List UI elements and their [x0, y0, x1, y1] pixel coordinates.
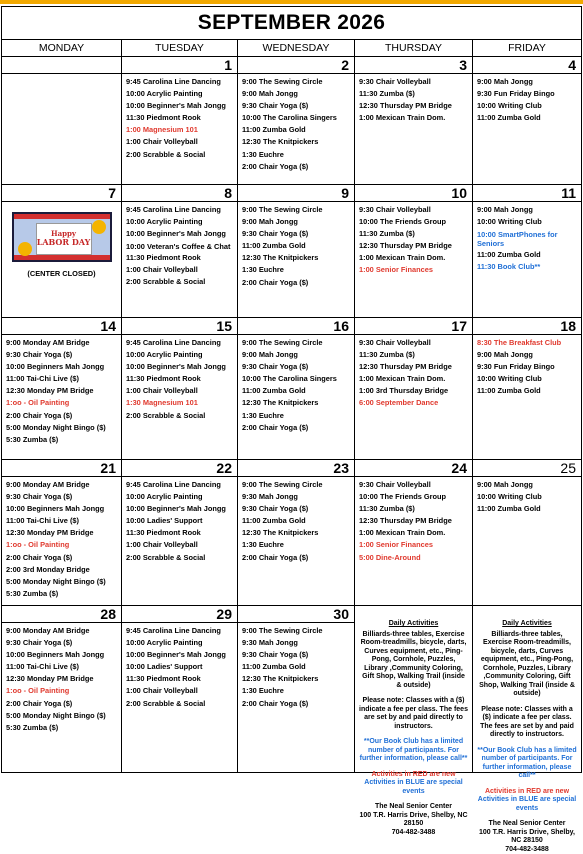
banner-line-happy: Happy	[37, 229, 91, 238]
activity-item: 1:30 Euchre	[242, 539, 351, 551]
activity-item: 9:30 Fun Friday Bingo	[477, 361, 578, 373]
activity-item: 10:00 Beginner's Mah Jongg	[126, 100, 234, 112]
weekday-header-row	[2, 39, 581, 57]
activity-item: 11:00 Tai-Chi Live ($)	[6, 661, 118, 673]
center-phone: 704-482-3488	[359, 829, 468, 838]
weekday-header-friday: FRIDAY	[473, 40, 581, 57]
day-cell-15	[122, 318, 238, 460]
activity-item: 11:30 Zumba ($)	[359, 349, 469, 361]
activity-item: 5:00 Monday Night Bingo ($)	[6, 710, 118, 722]
activity-list	[473, 74, 581, 124]
activity-item: 11:00 Zumba Gold	[477, 249, 578, 261]
info-cell	[355, 606, 473, 772]
calendar	[1, 6, 582, 773]
activity-item: 2:00 Scrabble & Social	[126, 698, 234, 710]
activity-item: 11:00 Zumba Gold	[477, 503, 578, 515]
activity-item: 10:00 SmartPhones for Seniors	[477, 228, 578, 249]
activity-item: 5:00 Monday Night Bingo ($)	[6, 576, 118, 588]
labor-day-banner	[36, 223, 92, 255]
activity-item: 12:30 Thursday PM Bridge	[359, 240, 469, 252]
activity-item: 10:00 Acrylic Painting	[126, 637, 234, 649]
day-cell-23	[238, 460, 355, 606]
day-cell-29	[122, 606, 238, 772]
daily-activities-heading: Daily Activities	[477, 620, 577, 629]
activity-item: 11:30 Piedmont Rook	[126, 112, 234, 124]
day-number: 17	[355, 318, 472, 335]
top-accent-bar	[0, 0, 583, 4]
activity-item: 9:30 Chair Yoga ($)	[242, 361, 351, 373]
activity-item: 10:00 Beginner's Mah Jongg	[126, 649, 234, 661]
day-cell-7	[2, 185, 122, 318]
activity-item: 5:00 Dine-Around	[359, 552, 469, 564]
activity-item: 1:00 Mexican Train Dom.	[359, 373, 469, 385]
day-number: 21	[2, 460, 121, 477]
blue-legend: Activities in BLUE are special events	[477, 796, 577, 813]
day-cell-18	[473, 318, 581, 460]
red-legend: Activities in RED are new	[477, 788, 577, 797]
activity-item: 9:45 Carolina Line Dancing	[126, 76, 234, 88]
blue-legend: Activities in BLUE are special events	[359, 779, 468, 796]
activity-item: 2:00 Chair Yoga ($)	[242, 277, 351, 289]
day-number: 10	[355, 185, 472, 202]
day-number: 1	[122, 57, 237, 74]
activity-item: 9:45 Carolina Line Dancing	[126, 479, 234, 491]
daily-activities-box	[355, 606, 472, 837]
activity-item: 10:00 The Carolina Singers	[242, 112, 351, 124]
activity-list	[2, 278, 121, 280]
activity-item: 2:00 Chair Yoga ($)	[242, 422, 351, 434]
day-number: 22	[122, 460, 237, 477]
spacer	[477, 699, 577, 706]
activity-item: 10:00 The Friends Group	[359, 216, 469, 228]
activity-item: 12:30 Monday PM Bridge	[6, 385, 118, 397]
book-club-note: **Our Book Club has a limited number of participants. For further information, please call**	[477, 747, 577, 781]
day-cell-28	[2, 606, 122, 772]
day-number	[2, 57, 121, 74]
activity-list	[473, 477, 581, 515]
day-cell-9	[238, 185, 355, 318]
weekday-header-monday: MONDAY	[2, 40, 122, 57]
center-address: 100 T.R. Harris Drive, Shelby, NC 28150	[477, 829, 577, 846]
day-cell-14	[2, 318, 122, 460]
activity-item: 9:00 Mah Jongg	[242, 349, 351, 361]
day-number: 7	[2, 185, 121, 202]
activity-list	[2, 74, 121, 76]
weekday-header-wednesday: WEDNESDAY	[238, 40, 355, 57]
weekday-header-thursday: THURSDAY	[355, 40, 473, 57]
activity-list	[122, 477, 237, 564]
spacer	[477, 813, 577, 820]
activity-item: 12:30 Thursday PM Bridge	[359, 100, 469, 112]
activity-item: 9:00 The Sewing Circle	[242, 337, 351, 349]
hard-hat-icon	[92, 220, 106, 234]
activity-item: 11:00 Zumba Gold	[242, 515, 351, 527]
activity-item: 9:30 Mah Jongg	[242, 637, 351, 649]
center-name: The Neal Senior Center	[477, 820, 577, 829]
activity-item: 1:30 Euchre	[242, 410, 351, 422]
spacer	[477, 781, 577, 788]
activity-item: 9:00 Mah Jongg	[477, 204, 578, 216]
activity-item: 11:30 Zumba ($)	[359, 503, 469, 515]
spacer	[477, 740, 577, 747]
flag-stripe	[14, 255, 110, 260]
activity-item: 10:00 Writing Club	[477, 491, 578, 503]
activity-item: 9:00 Monday AM Bridge	[6, 625, 118, 637]
activity-item: 2:00 Scrabble & Social	[126, 552, 234, 564]
activity-item: 1:00 Senior Finances	[359, 264, 469, 276]
activity-item: 11:30 Zumba ($)	[359, 228, 469, 240]
activity-item: 1:00 Chair Volleyball	[126, 136, 234, 148]
activity-list	[238, 202, 354, 289]
day-number: 11	[473, 185, 581, 202]
activity-item: 2:00 Chair Yoga ($)	[6, 410, 118, 422]
activity-item: 9:30 Chair Volleyball	[359, 479, 469, 491]
activity-item: 9:00 The Sewing Circle	[242, 479, 351, 491]
activity-item: 10:00 Beginners Mah Jongg	[6, 503, 118, 515]
activity-item: 9:00 The Sewing Circle	[242, 625, 351, 637]
labor-day-image	[12, 212, 112, 262]
activity-item: 11:30 Piedmont Rook	[126, 373, 234, 385]
activity-item: 12:30 The Knitpickers	[242, 136, 351, 148]
day-cell-24	[355, 460, 473, 606]
activity-item: 1:00 3rd Thursday Bridge	[359, 385, 469, 397]
activity-item: 1:00 Mexican Train Dom.	[359, 527, 469, 539]
daily-activities-list: Billiards-three tables, Exercise Room-treadmills, bicycle, darts, Curves equipment, etc., Ping-Pong, Cornhole, Puzzles, Library ,Community Coloring, Gift Shop, Walking Trail (inside & outside)	[477, 631, 577, 699]
activity-item: 9:00 The Sewing Circle	[242, 76, 351, 88]
day-cell-30	[238, 606, 355, 772]
activity-item: 11:00 Zumba Gold	[242, 240, 351, 252]
activity-item: 2:00 Scrabble & Social	[126, 149, 234, 161]
activity-item: 10:00 Veteran's Coffee & Chat	[126, 240, 234, 252]
spacer	[359, 731, 468, 738]
activity-item: 1:00 Chair Volleyball	[126, 385, 234, 397]
day-cell-10	[355, 185, 473, 318]
day-cell-8	[122, 185, 238, 318]
activity-item: 9:30 Fun Friday Bingo	[477, 88, 578, 100]
calendar-grid	[2, 57, 581, 772]
day-cell-2	[238, 57, 355, 185]
activity-item: 5:00 Monday Night Bingo ($)	[6, 422, 118, 434]
weekday-header-tuesday: TUESDAY	[122, 40, 238, 57]
activity-item: 10:00 Writing Club	[477, 373, 578, 385]
activity-item: 5:30 Zumba ($)	[6, 588, 118, 600]
fee-note: Please note: Classes with a ($) indicate a fee per class. The fees are set by and paid directly to instructors.	[359, 697, 468, 731]
activity-item: 11:00 Zumba Gold	[477, 385, 578, 397]
flag-stripe	[14, 214, 110, 219]
activity-item: 10:00 Ladies' Support	[126, 515, 234, 527]
day-number: 24	[355, 460, 472, 477]
daily-activities-heading: Daily Activities	[359, 620, 468, 629]
daily-activities-box	[473, 606, 581, 854]
activity-list	[238, 335, 354, 434]
activity-item: 11:00 Zumba Gold	[242, 661, 351, 673]
activity-item: 9:30 Mah Jongg	[242, 491, 351, 503]
activity-item: 12:30 The Knitpickers	[242, 527, 351, 539]
day-cell-1	[122, 57, 238, 185]
center-name: The Neal Senior Center	[359, 803, 468, 812]
activity-list	[122, 335, 237, 422]
day-cell-16	[238, 318, 355, 460]
activity-item: 9:00 Mah Jongg	[477, 479, 578, 491]
hard-hat-icon	[18, 242, 32, 256]
activity-item: 1:30 Magnesium 101	[126, 397, 234, 409]
activity-item: 1:30 Euchre	[242, 685, 351, 697]
activity-list	[355, 74, 472, 124]
activity-item: 2:00 Chair Yoga ($)	[242, 552, 351, 564]
activity-item: 10:00 Acrylic Painting	[126, 216, 234, 228]
activity-item: 12:30 Monday PM Bridge	[6, 527, 118, 539]
day-cell-11	[473, 185, 581, 318]
activity-item: 11:00 Tai-Chi Live ($)	[6, 515, 118, 527]
activity-item: 10:00 Beginner's Mah Jongg	[126, 228, 234, 240]
activity-item: 2:00 Chair Yoga ($)	[242, 161, 351, 173]
book-club-note: **Our Book Club has a limited number of participants. For further information, please call**	[359, 738, 468, 764]
activity-item: 10:00 Acrylic Painting	[126, 491, 234, 503]
spacer	[359, 764, 468, 771]
activity-item: 1:00 Chair Volleyball	[126, 264, 234, 276]
activity-item: 9:30 Chair Yoga ($)	[6, 491, 118, 503]
activity-item: 9:30 Chair Yoga ($)	[242, 649, 351, 661]
activity-item: 10:00 Beginners Mah Jongg	[6, 361, 118, 373]
spacer	[359, 796, 468, 803]
activity-item: 11:30 Piedmont Rook	[126, 673, 234, 685]
activity-item: 8:30 The Breakfast Club	[477, 337, 578, 349]
activity-item: 1:00 Mexican Train Dom.	[359, 112, 469, 124]
day-number: 18	[473, 318, 581, 335]
calendar-title: SEPTEMBER 2026	[2, 7, 581, 39]
day-cell-25	[473, 460, 581, 606]
day-cell-4	[473, 57, 581, 185]
day-cell-17	[355, 318, 473, 460]
activity-item: 12:30 Thursday PM Bridge	[359, 515, 469, 527]
activity-item: 12:30 The Knitpickers	[242, 673, 351, 685]
activity-item: 1:oo - Oil Painting	[6, 685, 118, 697]
activity-item: 2:00 Chair Yoga ($)	[6, 698, 118, 710]
activity-item: 11:00 Zumba Gold	[477, 112, 578, 124]
activity-item: 2:00 Scrabble & Social	[126, 276, 234, 288]
activity-item: 9:30 Chair Yoga ($)	[242, 228, 351, 240]
activity-item: 10:00 Beginner's Mah Jongg	[126, 503, 234, 515]
activity-item: 10:00 Ladies' Support	[126, 661, 234, 673]
activity-item: 12:30 The Knitpickers	[242, 397, 351, 409]
activity-item: 2:00 Chair Yoga ($)	[6, 552, 118, 564]
day-number: 2	[238, 57, 354, 74]
activity-item: 12:30 Thursday PM Bridge	[359, 361, 469, 373]
activity-item: 9:30 Chair Volleyball	[359, 76, 469, 88]
activity-item: 5:30 Zumba ($)	[6, 722, 118, 734]
activity-item: 9:45 Carolina Line Dancing	[126, 204, 234, 216]
day-number: 8	[122, 185, 237, 202]
activity-item: 1:00 Chair Volleyball	[126, 539, 234, 551]
activity-item: 10:00 The Carolina Singers	[242, 373, 351, 385]
activity-item: 9:00 Mah Jongg	[477, 76, 578, 88]
activity-item: 12:30 The Knitpickers	[242, 252, 351, 264]
day-cell-empty-monday	[2, 57, 122, 185]
activity-item: 2:00 Scrabble & Social	[126, 410, 234, 422]
activity-item: 9:30 Chair Yoga ($)	[6, 637, 118, 649]
activity-list	[2, 477, 121, 600]
info-cell	[473, 606, 581, 772]
day-cell-22	[122, 460, 238, 606]
day-number: 25	[473, 460, 581, 477]
activity-item: 1:oo - Oil Painting	[6, 539, 118, 551]
activity-item: 9:30 Chair Yoga ($)	[242, 503, 351, 515]
activity-item: 10:00 The Friends Group	[359, 491, 469, 503]
activity-item: 10:00 Acrylic Painting	[126, 349, 234, 361]
activity-item: 9:45 Carolina Line Dancing	[126, 625, 234, 637]
center-closed-note: (CENTER CLOSED)	[2, 269, 121, 278]
activity-list	[473, 202, 581, 273]
day-number: 4	[473, 57, 581, 74]
activity-list	[238, 74, 354, 173]
activity-item: 9:30 Chair Yoga ($)	[6, 349, 118, 361]
day-cell-21	[2, 460, 122, 606]
activity-list	[238, 623, 354, 710]
activity-item: 2:00 Chair Yoga ($)	[242, 698, 351, 710]
activity-item: 9:00 Monday AM Bridge	[6, 479, 118, 491]
activity-item: 9:00 Monday AM Bridge	[6, 337, 118, 349]
day-number: 30	[238, 606, 354, 623]
activity-item: 11:00 Zumba Gold	[242, 124, 351, 136]
day-number: 29	[122, 606, 237, 623]
day-number: 16	[238, 318, 354, 335]
center-address: 100 T.R. Harris Drive, Shelby, NC 28150	[359, 812, 468, 829]
activity-list	[473, 335, 581, 397]
activity-item: 10:00 Beginners Mah Jongg	[6, 649, 118, 661]
activity-list	[122, 74, 237, 161]
activity-item: 5:30 Zumba ($)	[6, 434, 118, 446]
day-number: 15	[122, 318, 237, 335]
activity-list	[122, 202, 237, 289]
activity-item: 11:00 Tai-Chi Live ($)	[6, 373, 118, 385]
spacer	[359, 690, 468, 697]
daily-activities-list: Billiards-three tables, Exercise Room-treadmills, bicycle, darts, Curves equipment, etc., Ping-Pong, Cornhole, Puzzles, Library ,Community Coloring, Gift Shop, Walking Trail (inside & outside)	[359, 631, 468, 691]
activity-list	[122, 623, 237, 710]
red-legend: Activities in RED are new	[359, 771, 468, 780]
day-number: 3	[355, 57, 472, 74]
activity-item: 1:30 Euchre	[242, 264, 351, 276]
activity-item: 11:30 Piedmont Rook	[126, 527, 234, 539]
activity-item: 9:00 The Sewing Circle	[242, 204, 351, 216]
activity-item: 10:00 Writing Club	[477, 100, 578, 112]
activity-item: 1:00 Mexican Train Dom.	[359, 252, 469, 264]
activity-item: 9:30 Chair Volleyball	[359, 204, 469, 216]
activity-list	[355, 202, 472, 277]
activity-item: 9:45 Carolina Line Dancing	[126, 337, 234, 349]
activity-list	[355, 335, 472, 410]
activity-list	[2, 335, 121, 446]
activity-item: 2:00 3rd Monday Bridge	[6, 564, 118, 576]
activity-item: 11:30 Zumba ($)	[359, 88, 469, 100]
activity-item: 12:30 Monday PM Bridge	[6, 673, 118, 685]
activity-item: 9:30 Chair Volleyball	[359, 337, 469, 349]
activity-item: 9:30 Chair Yoga ($)	[242, 100, 351, 112]
fee-note: Please note: Classes with a ($) indicate a fee per class. The fees are set by and paid directly to instructors.	[477, 706, 577, 740]
day-number: 9	[238, 185, 354, 202]
activity-item: 10:00 Acrylic Painting	[126, 88, 234, 100]
banner-line-labor-day: LABOR DAY	[37, 238, 91, 247]
day-number: 23	[238, 460, 354, 477]
activity-list	[2, 623, 121, 734]
activity-item: 6:00 September Dance	[359, 397, 469, 409]
day-number: 14	[2, 318, 121, 335]
activity-item: 1:00 Senior Finances	[359, 539, 469, 551]
activity-list	[355, 477, 472, 564]
activity-item: 1:oo - Oil Painting	[6, 397, 118, 409]
activity-item: 11:30 Piedmont Rook	[126, 252, 234, 264]
day-cell-3	[355, 57, 473, 185]
activity-list	[238, 477, 354, 564]
activity-item: 10:00 Writing Club	[477, 216, 578, 228]
activity-item: 10:00 Beginner's Mah Jongg	[126, 361, 234, 373]
activity-item: 11:30 Book Club**	[477, 261, 578, 273]
activity-item: 1:00 Magnesium 101	[126, 124, 234, 136]
activity-item: 1:30 Euchre	[242, 149, 351, 161]
activity-item: 1:00 Chair Volleyball	[126, 685, 234, 697]
day-number: 28	[2, 606, 121, 623]
activity-item: 9:00 Mah Jongg	[242, 88, 351, 100]
activity-item: 9:00 Mah Jongg	[477, 349, 578, 361]
activity-item: 9:00 Mah Jongg	[242, 216, 351, 228]
activity-item: 11:00 Zumba Gold	[242, 385, 351, 397]
center-phone: 704-482-3488	[477, 846, 577, 854]
